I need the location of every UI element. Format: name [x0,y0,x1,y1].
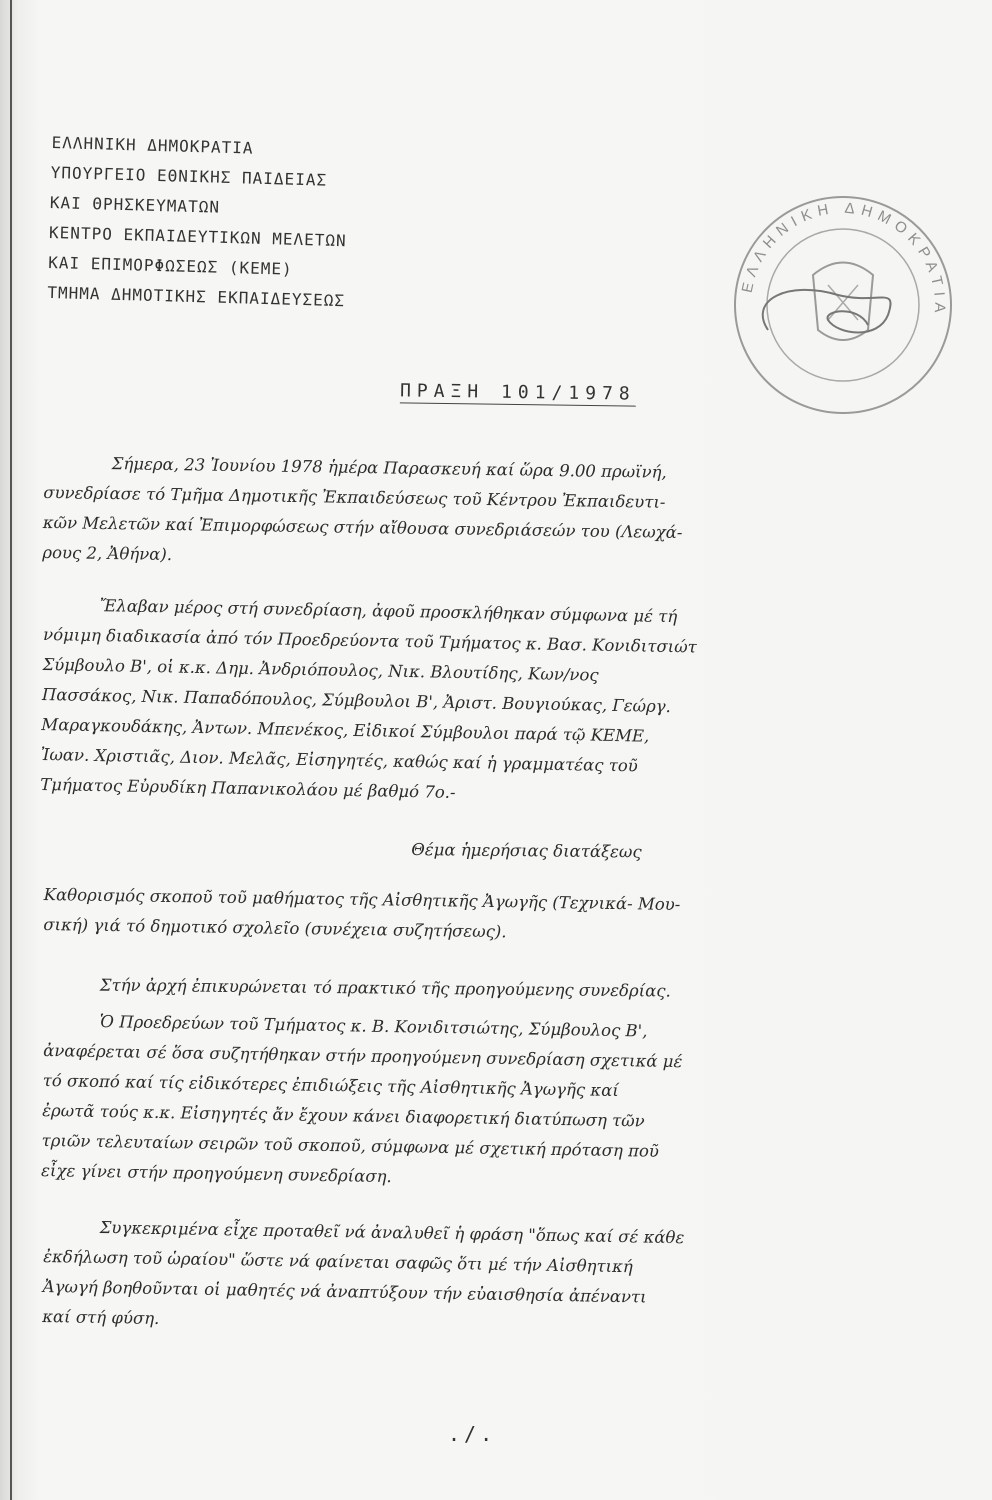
paragraph-chair-remarks [41,1006,969,1202]
text-line: Μαραγκουδάκης, Ἀντων. Μπενέκος, Εἰδικοί Σύμβουλοι παρά τῷ ΚΕΜΕ, [41,714,650,746]
paragraph-attendees [40,590,969,818]
letterhead-line: ΤΜΗΜΑ ΔΗΜΟΤΙΚΗΣ ΕΚΠΑΙΔΕΥΣΕΩΣ [47,282,346,311]
text-line: ρους 2, Ἀθήνα). [42,542,173,565]
text-line: εἶχε γίνει στήν προηγούμενη συνεδρίαση. [40,1160,392,1187]
page-edge-line [10,0,12,1500]
text-line: Στήν ἀρχή ἐπικυρώνεται τό πρακτικό τῆς προηγούμενης συνεδρίας. [99,975,671,1001]
text-line: Συγκεκριμένα εἶχε προταθεῖ νά ἀναλυθεῖ ἡ φράση "ὅπως καί σέ κάθε [99,1217,685,1248]
text-line: Καθορισμός σκοποῦ τοῦ μαθήματος τῆς Αἰσθητικῆς Ἀγωγῆς (Τεχνικά- Μου- [43,884,681,914]
text-line: ἐκδήλωση τοῦ ὡραίου" ὥστε νά φαίνεται σαφῶς ὅτι μέ τήν Αἰσθητική [43,1246,633,1277]
paragraph-opening [42,448,969,583]
text-line: σική) γιά τό δημοτικό σχολεῖο (συνέχεια συζητήσεως). [43,914,507,942]
text-line: τό σκοπό καί τίς εἰδικότερες ἐπιδιώξεις τῆς Αἰσθητικῆς Ἀγωγῆς καί [42,1070,619,1101]
text-line: κῶν Μελετῶν καί Ἐπιμορφώσεως στήν αἴθουσα συνεδριάσεών του (Λεωχά- [42,512,683,543]
document-title: ΠΡΑΞΗ 101/1978 [399,380,636,405]
text-line: Σήμερα, 23 Ἰουνίου 1978 ἡμέρα Παρασκευή καί ὥρα 9.00 πρωϊνή, [111,454,667,482]
paragraph-minutes-ratified [44,970,969,1010]
letterhead-line: ΚΑΙ ΘΡΗΣΚΕΥΜΑΤΩΝ [49,192,221,217]
text-line: Τμήματος Εὐρυδίκη Παπανικολάου μέ βαθμό 7ο.- [40,774,456,802]
paragraph-agenda-topic [43,880,969,955]
text-line: ἀναφέρεται σέ ὅσα συζητήθηκαν στήν προηγούμενη συνεδρίαση σχετικά μέ [43,1040,683,1072]
letterhead-line: ΕΛΛΗΝΙΚΗ ΔΗΜΟΚΡΑΤΙΑ [51,132,254,158]
letterhead-line: ΚΕΝΤΡΟ ΕΚΠΑΙΔΕΥΤΙΚΩΝ ΜΕΛΕΤΩΝ [48,222,347,251]
text-line: Πασσάκος, Νικ. Παπαδόπουλος, Σύμβουλοι Β', Ἀριστ. Βουγιούκας, Γεώργ. [41,684,672,717]
document-body [40,448,969,1332]
agenda-heading: Θέμα ἡμερήσιας διατάξεως [411,840,642,862]
text-line: καί στή φύση. [42,1306,160,1329]
text-line: Ὁ Προεδρεύων τοῦ Τμήματος κ. Β. Κονιδιτσιώτης, Σύμβουλος Β', [99,1011,648,1041]
text-line: ἐρωτᾶ τούς κ.κ. Εἰσηγητές ἄν ἔχουν κάνει διαφορετική διατύπωση τῶν [42,1100,645,1131]
text-line: νόμιμη διαδικασία ἀπό τόν Προεδρεύοντα τοῦ Τμήματος κ. Βασ. Κονιδιτσιώτ [42,624,697,657]
letterhead-line: ΥΠΟΥΡΓΕΙΟ ΕΘΝΙΚΗΣ ΠΑΙΔΕΙΑΣ [50,162,328,190]
official-seal-stamp [728,190,958,420]
text-line: Σύμβουλο Β', οἱ κ.κ. Δημ. Ἀνδριόπουλος, Νικ. Βλουτίδης, Κων/νος [42,654,599,685]
paragraph-proposal [42,1212,969,1348]
text-line: Ἀγωγή βοηθοῦνται οἱ μαθητές νά ἀναπτύξουν τήν εὐαισθησία ἀπέναντι [42,1276,647,1307]
letterhead-line: ΚΑΙ ΕΠΙΜΟΡΦΩΣΕΩΣ (ΚΕΜΕ) [47,252,293,279]
page-continuation-mark: ./. [448,1422,497,1446]
text-line: Ἔλαβαν μέρος στή συνεδρίαση, ἀφοῦ προσκλήθηκαν σύμφωνα μέ τή [99,596,678,627]
text-line: τριῶν τελευταίων σειρῶν τοῦ σκοποῦ, σύμφωνα μέ σχετική πρόταση ποῦ [41,1130,660,1161]
seal-text: ΕΛΛΗΝΙΚΗ ΔΗΜΟΚΡΑΤΙΑ [738,199,949,319]
text-line: συνεδρίασε τό Τμῆμα Δημοτικῆς Ἐκπαιδεύσεως τοῦ Κέντρου Ἐκπαιδευτι- [43,482,666,512]
letterhead [47,128,472,320]
text-line: Ἰωαν. Χριστιᾶς, Διον. Μελᾶς, Εἰσηγητές, καθώς καί ἡ γραμματέας τοῦ [40,744,638,776]
